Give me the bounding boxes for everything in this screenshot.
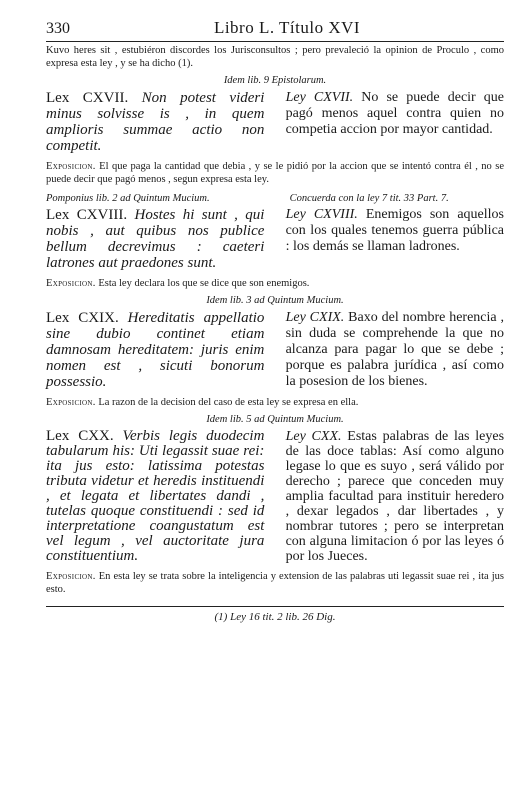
law-section-cxviii [46, 207, 504, 271]
exposicion-paragraph [46, 396, 504, 409]
latin-text: Hostes hi sunt , qui nobis , aut quibus nos publice bellum decrevimus : caeteri latrones aut praedones sunt. [46, 207, 265, 271]
law-section-cxix [46, 310, 504, 390]
exposicion-paragraph [46, 160, 504, 186]
exposicion-text: En esta ley se trata sobre la inteligencia y extension de las palabras uti legassit suae rei , ita jus esto. [46, 571, 505, 595]
spanish-column [280, 310, 504, 390]
latin-heading: Lex CXX. [46, 428, 114, 444]
source-citation-left: Pomponius lib. 2 ad Quintum Mucium. [46, 193, 210, 204]
exposicion-text: La razon de la decision del caso de esta ley se expresa en ella. [98, 397, 359, 408]
latin-heading: Lex CXVII. [46, 90, 129, 106]
latin-text: Hereditatis appellatio sine dubio continet etiam damnosam hereditatem: juris enim nomen est , sicuti bonorum possessio. [46, 310, 265, 390]
latin-column [46, 429, 270, 564]
law-section-cxvii [46, 90, 504, 154]
latin-column [46, 90, 270, 154]
exposicion-label: Exposicion. [46, 278, 96, 289]
spanish-text: Baxo del nombre herencia , sin duda se comprehende la que no alcanza para pagar lo que se debe ; porque es palabra jurídica , así como la posesion de los bienes. [285, 310, 504, 389]
spanish-heading: Ley CXIX. [285, 310, 345, 325]
running-title: Libro L. Título XVI [213, 18, 361, 37]
spanish-heading: Ley CXVII. [285, 90, 354, 105]
source-citation-row [46, 193, 504, 204]
latin-heading: Lex CXIX. [46, 310, 119, 326]
spanish-text: Estas palabras de las leyes de las doce tablas: Así como alguno legase lo que es suyo , será válido por derecho ; parece que conceden muy amplia facultad para instituir heredero , dexar legados , dar libertades , y nombrar tutores ; pero se interpretan con alguna limitacion ó por las leyes ó por los Jueces. [285, 429, 505, 564]
spanish-text: Enemigos son aquellos con los quales tenemos guerra pública : los demás se llaman ladrones. [285, 207, 504, 254]
source-citation: Idem lib. 5 ad Quintum Mucium. [206, 414, 344, 425]
footnote-rule [46, 606, 504, 607]
source-citation: Idem lib. 9 Epistolarum. [223, 75, 327, 86]
footnote: (1) Ley 16 tit. 2 lib. 26 Dig. [214, 611, 336, 623]
spanish-heading: Ley CXVIII. [285, 207, 358, 222]
source-citation-right: Concuerda con la ley 7 tit. 33 Part. 7. [289, 193, 449, 204]
latin-text: Verbis legis duodecim tabularum his: Uti legassit suae rei: ita jus esto: latissima potestas tributa videtur et heredis instituendi , et legata et libertates dandi , tutelas quoque constituendi : sed id interpretatione coangustatum est vel legum , vel auctoritate jura constituentium. [46, 428, 265, 564]
source-citation: Idem lib. 3 ad Quintum Mucium. [206, 295, 344, 306]
spanish-text: No se puede decir que pagó menos aquel contra quien no competia accion por mayor cantidad. [285, 90, 505, 137]
latin-column [46, 207, 270, 271]
exposicion-paragraph [46, 277, 504, 290]
exposicion-label: Exposicion. [46, 571, 96, 582]
latin-column [46, 310, 270, 390]
spanish-column [280, 429, 504, 564]
page-header [46, 18, 504, 42]
page-number: 330 [46, 20, 70, 37]
latin-text: Non potest videri minus solvisse is , in quem amplioris summae actio non competit. [46, 90, 265, 154]
exposicion-label: Exposicion. [46, 397, 96, 408]
law-section-cxx [46, 429, 504, 564]
exposicion-paragraph [46, 570, 504, 596]
exposicion-text: El que paga la cantidad que debia , y se le pidió por la accion que se intentó contra él , no se puede decir que pagó menos , segun expresa esta ley. [46, 161, 505, 185]
intro-paragraph: Kuvo heres sit , estubiéron discordes los Jurisconsultos ; pero prevaleció la opinion de Proculo , como expresa esta ley , y se ha dicho (1). [46, 45, 504, 69]
spanish-heading: Ley CXX. [285, 429, 342, 444]
exposicion-text: Esta ley declara los que se dice que son enemigos. [98, 278, 310, 289]
spanish-column [280, 207, 504, 271]
exposicion-label: Exposicion. [46, 161, 96, 172]
latin-heading: Lex CXVIII. [46, 207, 128, 223]
spanish-column [280, 90, 504, 154]
